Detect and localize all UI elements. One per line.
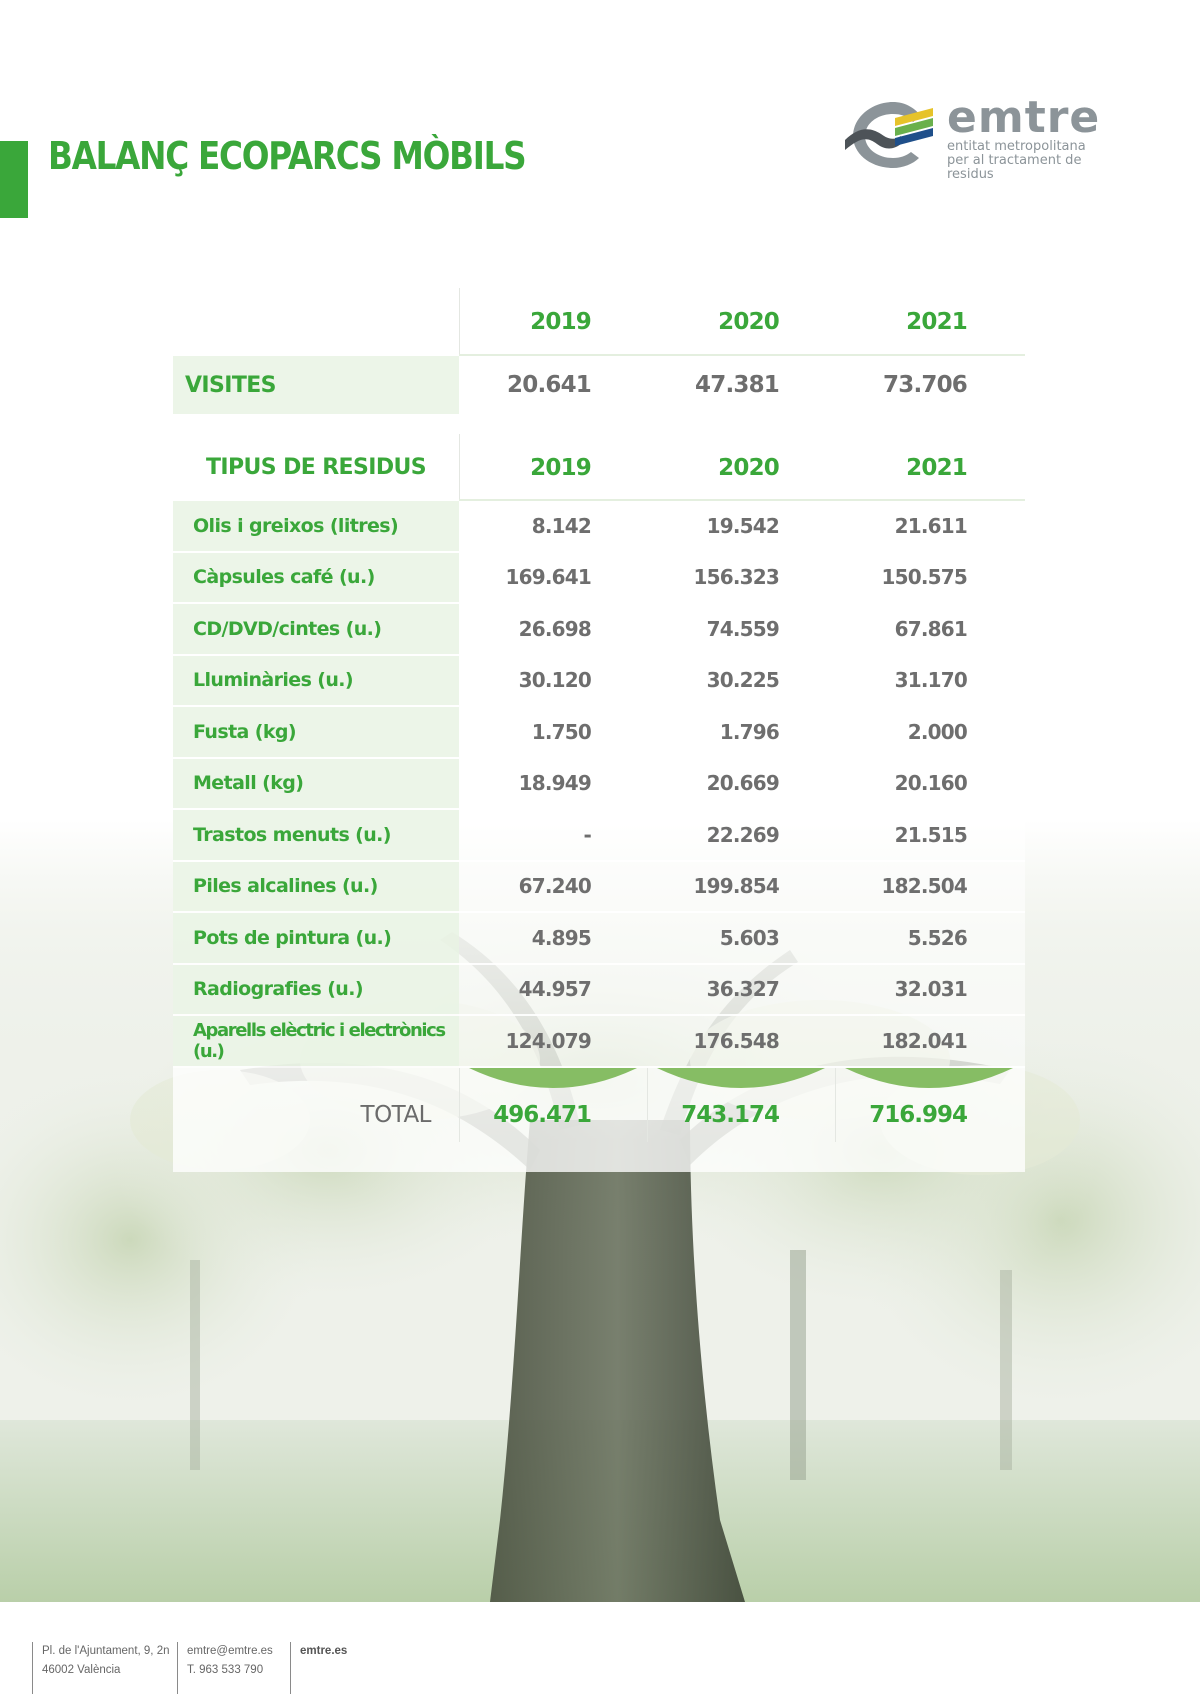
visits-value: 73.706 [883,372,967,398]
waste-row [173,553,1025,605]
visits-header-row [173,288,1025,356]
waste-row [173,707,1025,759]
visits-row [173,356,1025,414]
waste-label: Càpsules café (u.) [173,553,459,603]
waste-value: 176.548 [693,1028,779,1053]
footer-address-line2: 46002 València [42,1664,121,1676]
waste-label: Pots de pintura (u.) [173,913,459,963]
waste-value: 182.504 [881,874,967,899]
waste-value: 5.603 [719,925,779,950]
waste-value: 150.575 [881,565,967,590]
waste-label: Metall (kg) [173,759,459,809]
visits-year-header: 2021 [906,309,967,335]
total-arc-icon [657,1068,825,1088]
waste-row [173,1016,1025,1068]
waste-value: 21.611 [894,513,967,538]
footer-email-link[interactable]: emtre@emtre.es [187,1645,273,1657]
total-value: 716.994 [869,1101,967,1128]
waste-value: 1.750 [531,719,591,744]
visits-value: 47.381 [695,372,779,398]
visits-year-header: 2020 [718,309,779,335]
emtre-logo[interactable] [843,92,1101,182]
footer-address-line1: Pl. de l'Ajuntament, 9, 2n [42,1645,170,1657]
waste-label: Fusta (kg) [173,707,459,757]
waste-rows [173,501,1025,1068]
waste-row [173,965,1025,1017]
waste-value: 199.854 [693,874,779,899]
page-title: BALANÇ ECOPARCS MÒBILS [48,134,526,178]
waste-label: Lluminàries (u.) [173,656,459,706]
waste-value: 21.515 [894,822,967,847]
total-value: 743.174 [681,1101,779,1128]
waste-value: 22.269 [706,822,779,847]
waste-value: 32.031 [894,977,967,1002]
footer-address [32,1642,170,1694]
waste-value: 124.079 [505,1028,591,1053]
waste-value: 36.327 [706,977,779,1002]
footer [0,1602,1200,1697]
waste-row [173,501,1025,553]
waste-row [173,759,1025,811]
waste-value: 2.000 [907,719,967,744]
total-value: 496.471 [493,1101,591,1128]
waste-value: 31.170 [894,668,967,693]
total-label: TOTAL [360,1101,431,1128]
waste-header-row [173,434,1025,501]
footer-phone: T. 963 533 790 [187,1664,264,1676]
visits-value: 20.641 [507,372,591,398]
waste-value: 67.240 [518,874,591,899]
waste-value: 182.041 [881,1028,967,1053]
total-arcs [459,1068,1025,1092]
waste-value: 1.796 [719,719,779,744]
footer-web [290,1642,347,1694]
logo-wordmark: emtre [947,92,1101,143]
waste-row [173,604,1025,656]
waste-value: 156.323 [693,565,779,590]
waste-value: 18.949 [518,771,591,796]
waste-year-header: 2020 [718,454,779,481]
waste-label: Trastos menuts (u.) [173,810,459,860]
waste-value: 30.120 [518,668,591,693]
footer-contact [177,1642,273,1694]
footer-website-link[interactable]: emtre.es [300,1645,348,1657]
emtre-logo-mark-icon [843,96,939,170]
waste-label: Piles alcalines (u.) [173,862,459,912]
waste-value: 8.142 [531,513,591,538]
waste-year-header: 2019 [530,454,591,481]
waste-row [173,810,1025,862]
waste-value: 67.861 [894,616,967,641]
total-block [173,1068,1025,1172]
total-arc-icon [469,1068,637,1088]
title-accent-bar [0,141,28,218]
waste-label: Radiografies (u.) [173,965,459,1015]
visits-year-header: 2019 [530,309,591,335]
waste-label: Aparells elèctric i electrònics (u.) [173,1016,459,1066]
logo-tagline: entitat metropolitana per al tractament de residus [947,139,1086,182]
waste-value: 26.698 [518,616,591,641]
waste-value: 4.895 [531,925,591,950]
waste-type-header: TIPUS DE RESIDUS [205,455,426,480]
visits-label: VISITES [173,356,459,414]
waste-value: 19.542 [706,513,779,538]
total-arc-icon [845,1068,1013,1088]
waste-label: CD/DVD/cintes (u.) [173,604,459,654]
waste-value: - [583,822,591,847]
waste-label: Olis i greixos (litres) [173,501,459,551]
waste-year-header: 2021 [906,454,967,481]
waste-value: 20.669 [706,771,779,796]
waste-row [173,913,1025,965]
waste-value: 30.225 [706,668,779,693]
visits-header-empty [173,288,459,356]
waste-value: 5.526 [907,925,967,950]
waste-row [173,862,1025,914]
waste-value: 74.559 [706,616,779,641]
waste-value: 44.957 [518,977,591,1002]
ecoparcs-table [173,288,1025,1172]
waste-row [173,656,1025,708]
waste-value: 20.160 [894,771,967,796]
waste-value: 169.641 [505,565,591,590]
